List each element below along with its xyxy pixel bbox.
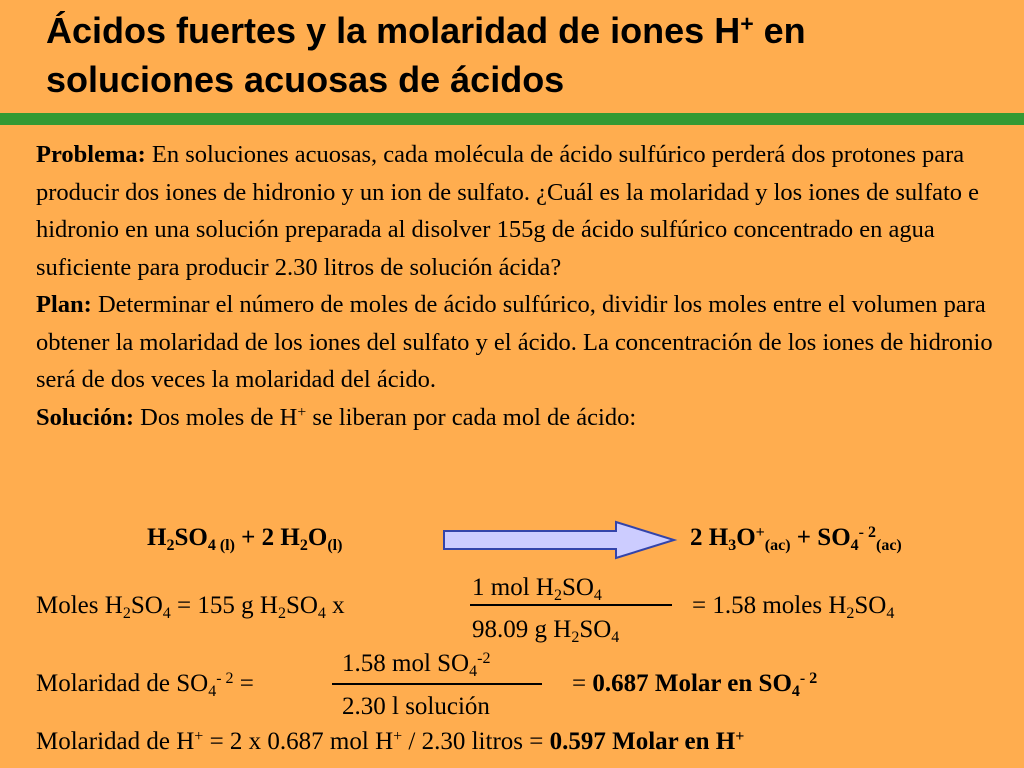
molarity-so4-fraction-bar [332, 683, 542, 685]
problem-text-block [36, 136, 1016, 436]
moles-fraction-bar [470, 604, 672, 606]
plan-label: Plan: [36, 291, 92, 318]
equation-reactants: $H_2SO_{4 (l)} + 2$ $H_2O_{(l)}$ [147, 524, 343, 554]
problem-label: Problema: [36, 141, 146, 168]
molarity-so4-answer: 0.687 Molar en $SO_4^{- 2}$ [592, 670, 818, 700]
problem-paragraph: Problema: En soluciones acuosas, cada molécula de ácido sulfúrico perderá dos protones para producir dos iones de hidronio y un ion de sulfato. ¿Cuál es la molaridad y los iones de sulfato e hidronio en una solución preparada al disolver 155g de ácido sulfúrico concentrado en agua suficiente para producir 2.30 litros de solución ácida? [36, 141, 980, 281]
molarity-so4-result: = 0.687 Molar en $SO_4^{- 2}$ [572, 670, 818, 700]
reaction-arrow-icon [440, 520, 680, 560]
molarity-so4-numerator: 1.58 mol $SO_4^{-2}$ [342, 650, 491, 680]
moles-lhs: Moles $H_2SO_4 = 155$ g $H_2SO_4$ x [36, 592, 345, 622]
plan-paragraph: Plan: Determinar el número de moles de ácido sulfúrico, dividir los moles entre el volumen para obtener la molaridad de los iones del sulfato y el ácido. La concentración de los iones de hidronio será de dos veces la molaridad del ácido. [36, 291, 993, 393]
molarity-so4-lhs: Molaridad de $SO_4^{- 2}$ = [36, 670, 254, 700]
molarity-so4-denominator: 2.30 l solución [342, 693, 490, 720]
molarity-h-line: Molaridad de H+ = 2 x 0.687 mol H+ / 2.30 litros = 0.597 Molar en H+ [36, 728, 745, 755]
equation-products: 2 $H_3O^+_{(ac)} + SO_4^{- 2}_{(ac)}$ [690, 524, 902, 554]
moles-denominator: 98.09 g $H_2SO_4$ [472, 616, 620, 646]
title-divider [0, 113, 1024, 125]
moles-numerator: 1 mol $H_2SO_4$ [472, 574, 602, 604]
molarity-h-answer: 0.597 Molar en H+ [549, 728, 745, 755]
solution-label: Solución: [36, 403, 135, 431]
reaction-arrow-shape [444, 522, 674, 558]
moles-result: = 1.58 moles $H_2SO_4$ [692, 592, 895, 622]
solution-paragraph: Solución: Dos moles de H+ se liberan por cada mol de ácido: [36, 403, 637, 431]
slide-title: Ácidos fuertes y la molaridad de iones H+ en soluciones acuosas de ácidos [46, 10, 806, 100]
